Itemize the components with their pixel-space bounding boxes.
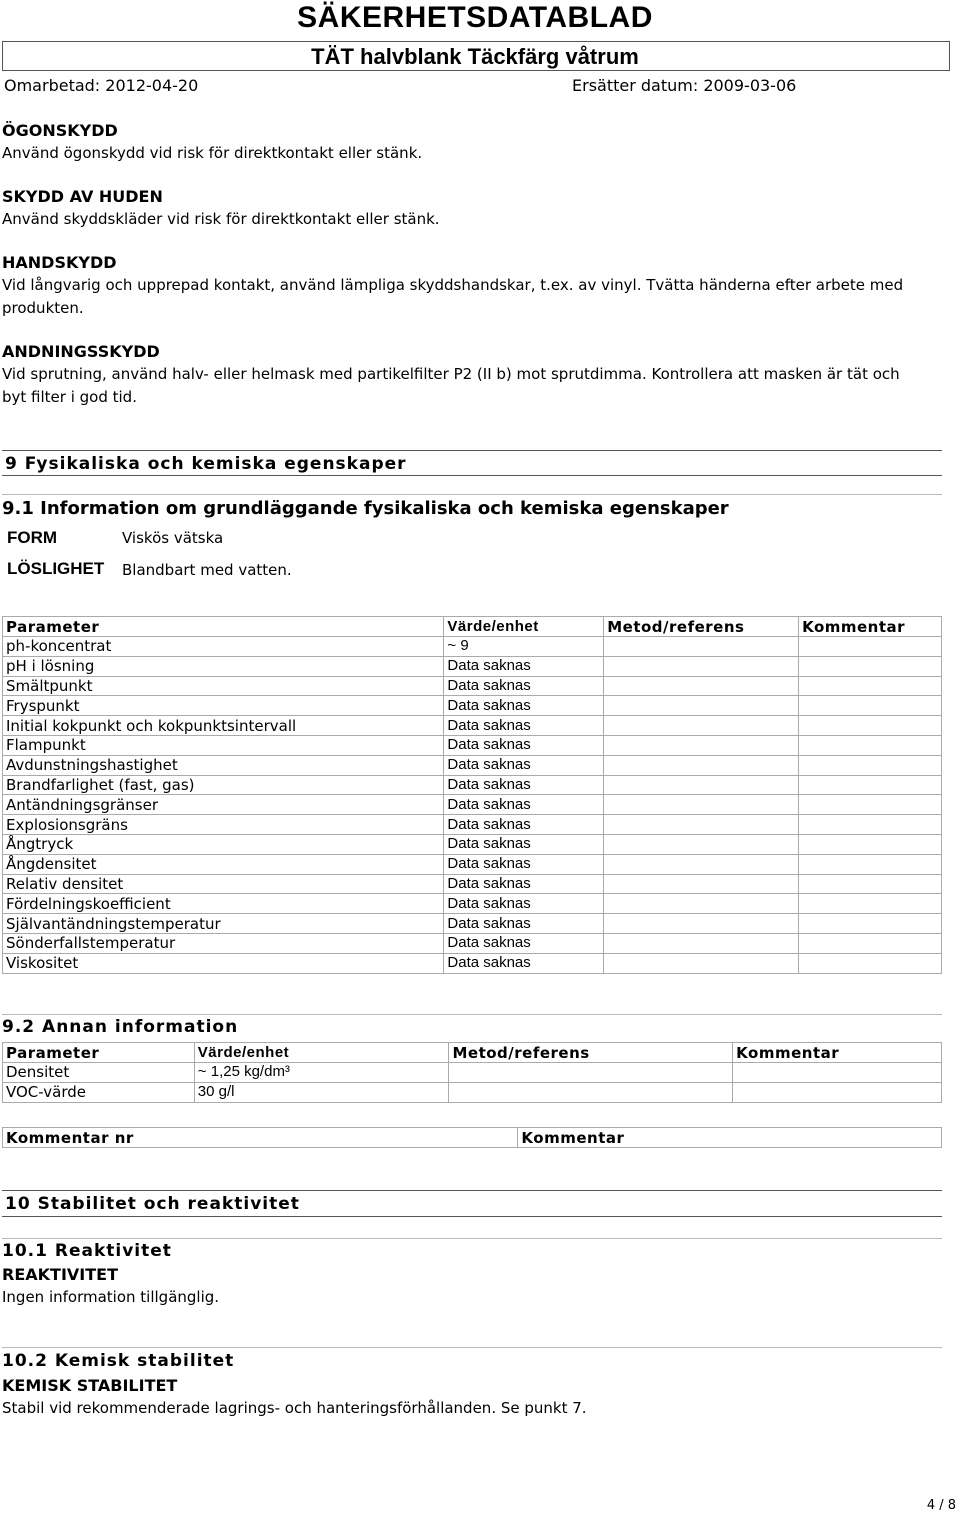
table-row: [3, 914, 942, 934]
table-cell: [799, 834, 942, 854]
col-comment: Kommentar: [733, 1043, 942, 1063]
table-cell: [799, 676, 942, 696]
respiratory-protection: [2, 341, 950, 409]
table-cell: Data saknas: [444, 953, 604, 973]
table-cell: Densitet: [3, 1063, 195, 1083]
table-cell: [604, 696, 799, 716]
replaces-date: Ersätter datum: 2009-03-06: [572, 76, 797, 95]
table-header-row: [3, 617, 942, 637]
table-cell: Ångdensitet: [3, 854, 444, 874]
col-comment-nr: Kommentar nr: [3, 1128, 518, 1148]
table-cell: Data saknas: [444, 676, 604, 696]
skin-text: Använd skyddskläder vid risk för direktkontakt eller stänk.: [2, 210, 440, 228]
section-9-underline: [2, 475, 942, 476]
table-cell: Ångtryck: [3, 834, 444, 854]
table-cell: Data saknas: [444, 834, 604, 854]
resp-text-1: Vid sprutning, använd halv- eller helmask med partikelfilter P2 (II b) mot sprutdimma. Kontrollera att masken är tät och: [2, 365, 900, 383]
table-cell: [604, 953, 799, 973]
col-parameter: Parameter: [3, 1043, 195, 1063]
resp-text-2: byt filter i god tid.: [2, 388, 137, 406]
col-method: Metod/referens: [449, 1043, 733, 1063]
table-row: [3, 656, 942, 676]
table-cell: [733, 1063, 942, 1083]
table-cell: Data saknas: [444, 933, 604, 953]
sub-10-2-rule: [2, 1347, 942, 1348]
table-cell: Data saknas: [444, 755, 604, 775]
table-cell: Sönderfallstemperatur: [3, 933, 444, 953]
table-row: [3, 933, 942, 953]
eye-text: Använd ögonskydd vid risk för direktkontakt eller stänk.: [2, 144, 423, 162]
table-cell: Data saknas: [444, 775, 604, 795]
hand-protection: [2, 252, 950, 320]
table-cell: Data saknas: [444, 894, 604, 914]
table-cell: Data saknas: [444, 874, 604, 894]
solubility-value: Blandbart med vatten.: [122, 561, 292, 579]
table-cell: [604, 854, 799, 874]
section-9-rule: [2, 450, 942, 451]
table-cell: VOC-värde: [3, 1082, 195, 1102]
col-comment: Kommentar: [518, 1128, 942, 1148]
table-row: [3, 696, 942, 716]
table-cell: [799, 735, 942, 755]
table-cell: [604, 755, 799, 775]
reactivity: [2, 1264, 950, 1309]
table-cell: Explosionsgräns: [3, 815, 444, 835]
col-parameter: Parameter: [3, 617, 444, 637]
table-cell: Initial kokpunkt och kokpunktsintervall: [3, 716, 444, 736]
sub-10-2-title: 10.2 Kemisk stabilitet: [2, 1351, 235, 1371]
table-cell: Brandfarlighet (fast, gas): [3, 775, 444, 795]
resp-heading: ANDNINGSSKYDD: [2, 342, 160, 361]
table-row: [3, 676, 942, 696]
table-row: [3, 834, 942, 854]
properties-table: [2, 616, 942, 974]
table-cell: Viskositet: [3, 953, 444, 973]
table-cell: Data saknas: [444, 735, 604, 755]
table-row: [3, 815, 942, 835]
reactivity-text: Ingen information tillgänglig.: [2, 1288, 220, 1306]
sub-9-2-rule: [2, 1014, 942, 1015]
table-cell: [604, 637, 799, 657]
table-row: [3, 775, 942, 795]
table-cell: [799, 914, 942, 934]
table-row: [3, 874, 942, 894]
table-cell: Avdunstningshastighet: [3, 755, 444, 775]
table-cell: ph-koncentrat: [3, 637, 444, 657]
table-row: [3, 894, 942, 914]
hand-heading: HANDSKYDD: [2, 253, 117, 272]
table-header-row: [3, 1043, 942, 1063]
table-cell: [449, 1063, 733, 1083]
table-cell: [604, 874, 799, 894]
col-comment: Kommentar: [799, 617, 942, 637]
table-cell: Relativ densitet: [3, 874, 444, 894]
table-cell: ~ 1,25 kg/dm³: [194, 1063, 449, 1083]
table-header-row: [3, 1128, 942, 1148]
table-row: [3, 1082, 942, 1102]
table-cell: ~ 9: [444, 637, 604, 657]
table-cell: [799, 755, 942, 775]
table-cell: [449, 1082, 733, 1102]
table-cell: [799, 854, 942, 874]
skin-heading: SKYDD AV HUDEN: [2, 187, 163, 206]
table-cell: [799, 716, 942, 736]
table-cell: [604, 795, 799, 815]
table-cell: 30 g/l: [194, 1082, 449, 1102]
skin-protection: [2, 186, 950, 231]
hand-text-2: produkten.: [2, 299, 84, 317]
table-cell: Data saknas: [444, 795, 604, 815]
eye-heading: ÖGONSKYDD: [2, 121, 118, 140]
table-row: [3, 795, 942, 815]
table-cell: Självantändningstemperatur: [3, 914, 444, 934]
col-value: Värde/enhet: [444, 617, 604, 637]
table-cell: [799, 815, 942, 835]
revised-date: Omarbetad: 2012-04-20: [4, 76, 199, 95]
comment-table: [2, 1127, 942, 1148]
table-cell: Fördelningskoefficient: [3, 894, 444, 914]
table-cell: [799, 795, 942, 815]
table-cell: [799, 775, 942, 795]
hand-text-1: Vid långvarig och upprepad kontakt, använd lämpliga skyddshandskar, t.ex. av vinyl. Tvätta händerna efter arbete med: [2, 276, 904, 294]
section-10-title: 10 Stabilitet och reaktivitet: [5, 1194, 300, 1214]
stability-text: Stabil vid rekommenderade lagrings- och hanteringsförhållanden. Se punkt 7.: [2, 1399, 587, 1417]
table-cell: [799, 894, 942, 914]
table-cell: [604, 775, 799, 795]
table-cell: Smältpunkt: [3, 676, 444, 696]
table-cell: [799, 933, 942, 953]
sub-9-2-title: 9.2 Annan information: [2, 1017, 239, 1037]
table-cell: [604, 815, 799, 835]
table-cell: [604, 933, 799, 953]
table-cell: [799, 953, 942, 973]
table-row: [3, 716, 942, 736]
table-cell: [604, 914, 799, 934]
table-cell: [799, 696, 942, 716]
table-row: [3, 735, 942, 755]
sub-9-1-rule: [2, 494, 942, 495]
table-cell: [604, 894, 799, 914]
table-row: [3, 637, 942, 657]
table-cell: [799, 637, 942, 657]
table-cell: Data saknas: [444, 815, 604, 835]
other-info-table: [2, 1042, 942, 1103]
table-cell: Data saknas: [444, 716, 604, 736]
form-label: FORM: [7, 528, 58, 547]
table-cell: Antändningsgränser: [3, 795, 444, 815]
table-cell: [733, 1082, 942, 1102]
col-value: Värde/enhet: [194, 1043, 449, 1063]
table-cell: [604, 716, 799, 736]
section-10-underline: [2, 1216, 942, 1217]
table-cell: [799, 656, 942, 676]
document-title: SÄKERHETSDATABLAD: [297, 1, 653, 34]
table-cell: pH i lösning: [3, 656, 444, 676]
table-cell: Data saknas: [444, 854, 604, 874]
table-cell: Data saknas: [444, 914, 604, 934]
section-9-title: 9 Fysikaliska och kemiska egenskaper: [5, 454, 407, 474]
solubility-label: LÖSLIGHET: [7, 559, 105, 578]
product-name: TÄT halvblank Täckfärg våtrum: [311, 44, 639, 69]
reactivity-heading: REAKTIVITET: [2, 1265, 118, 1284]
stability-heading: KEMISK STABILITET: [2, 1376, 178, 1395]
chemical-stability: [2, 1375, 950, 1420]
page-number: 4 / 8: [926, 1498, 956, 1513]
table-cell: Data saknas: [444, 696, 604, 716]
sub-9-1-title: 9.1 Information om grundläggande fysikaliska och kemiska egenskaper: [2, 498, 729, 519]
table-row: [3, 953, 942, 973]
section-10-rule: [2, 1190, 942, 1191]
table-cell: [799, 874, 942, 894]
table-row: [3, 1063, 942, 1083]
sub-10-1-title: 10.1 Reaktivitet: [2, 1241, 172, 1261]
col-method: Metod/referens: [604, 617, 799, 637]
table-cell: [604, 735, 799, 755]
sub-10-1-rule: [2, 1238, 942, 1239]
table-row: [3, 755, 942, 775]
eye-protection: [2, 120, 950, 165]
table-cell: Data saknas: [444, 656, 604, 676]
table-cell: Flampunkt: [3, 735, 444, 755]
table-row: [3, 854, 942, 874]
table-cell: [604, 656, 799, 676]
table-cell: [604, 676, 799, 696]
table-cell: [604, 834, 799, 854]
form-value: Viskös vätska: [122, 529, 224, 547]
table-cell: Fryspunkt: [3, 696, 444, 716]
